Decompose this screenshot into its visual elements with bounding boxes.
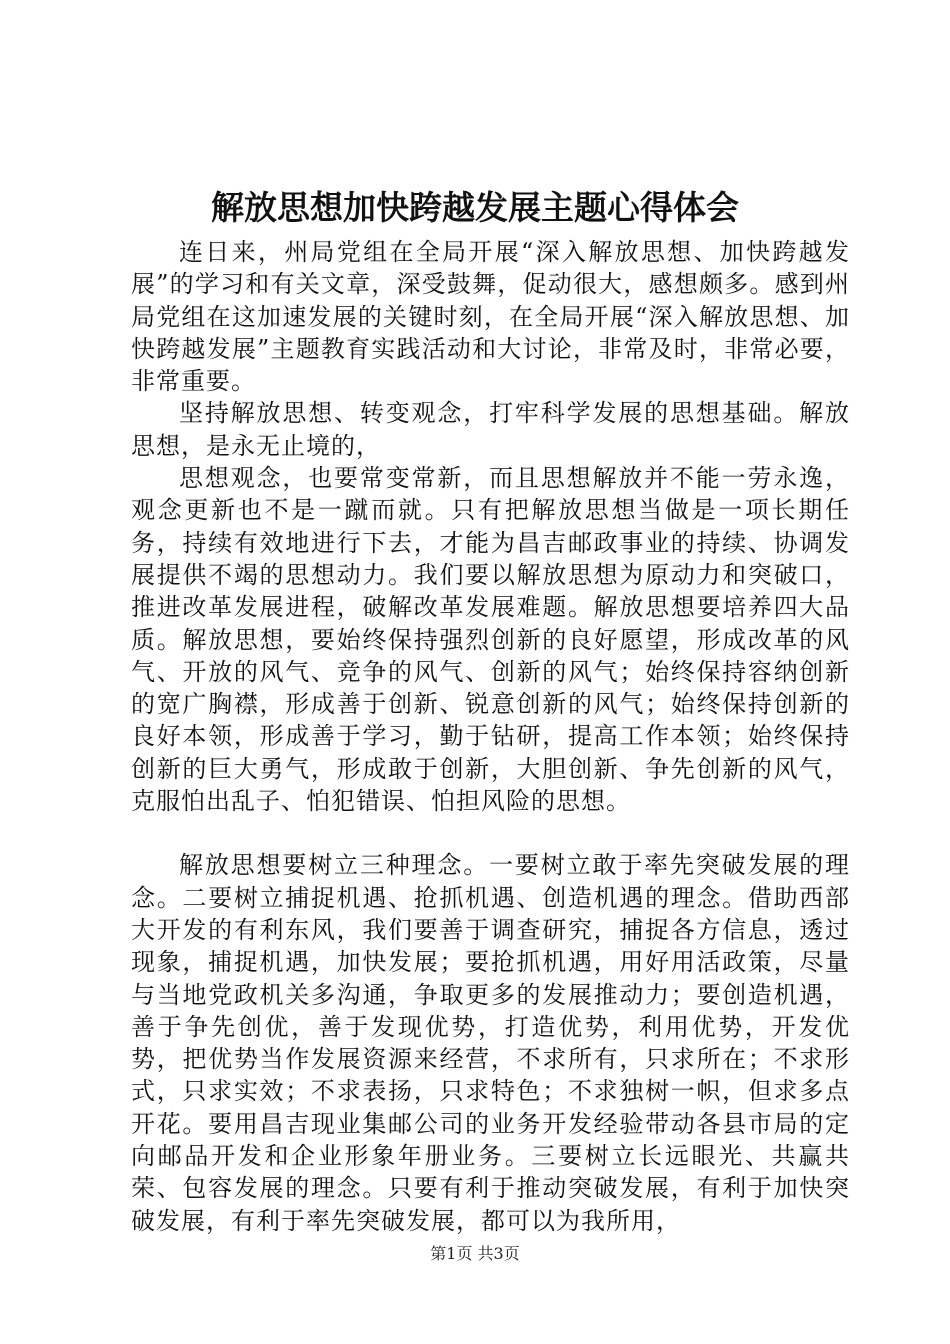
page-indicator: 第1页 共3页 [430, 1244, 520, 1263]
paragraph-2: 坚持解放思想、转变观念，打牢科学发展的思想基础。解放思想，是永无止境的， [131, 399, 850, 460]
document-title: 解放思想加快跨越发展主题心得体会 [211, 188, 739, 227]
paragraph-1: 连日来，州局党组在全局开展“深入解放思想、加快跨越发展”的学习和有关文章，深受鼓舞，促动很大，感想颇多。感到州局党组在这加速发展的关键时刻，在全局开展“深入解放思想、加快跨越发展”主题教育实践活动和大讨论，非常及时，非常必要，非常重要。 [131, 238, 850, 396]
document-body [131, 236, 850, 1237]
paragraph-4: 解放思想要树立三种理念。一要树立敢于率先突破发展的理念。二要树立捕捉机遇、抢抓机遇、创造机遇的理念。借助西部大开发的有利东风，我们要善于调查研究，捕捉各方信息，透过现象，捕捉机遇，加快发展；要抢抓机遇，用好用活政策，尽量与当地党政机关多沟通，争取更多的发展推动力；要创造机遇，善于争先创优，善于发现优势，打造优势，利用优势，开发优势，把优势当作发展资源来经营，不求所有，只求所在；不求形式，只求实效；不求表扬，只求特色；不求独树一帜，但求多点开花。要用昌吉现业集邮公司的业务开发经验带动各县市局的定向邮品开发和企业形象年册业务。三要树立长远眼光、共赢共荣、包容发展的理念。只要有利于推动突破发展，有利于加快突破发展，有利于率先突破发展，都可以为我所用， [131, 851, 850, 1235]
paragraph-3: 思想观念，也要常变常新，而且思想解放并不能一劳永逸，观念更新也不是一蹴而就。只有把解放思想当做是一项长期任务，持续有效地进行下去，才能为昌吉邮政事业的持续、协调发展提供不竭的思想动力。我们要以解放思想为原动力和突破口，推进改革发展进程，破解改革发展难题。解放思想要培养四大品质。解放思想，要始终保持强烈创新的良好愿望，形成改革的风气、开放的风气、竞争的风气、创新的风气；始终保持容纳创新的宽广胸襟，形成善于创新、锐意创新的风气；始终保持创新的良好本领，形成善于学习，勤于钻研，提高工作本领；始终保持创新的巨大勇气，形成敢于创新，大胆创新、争先创新的风气，克服怕出乱子、怕犯错误、怕担风险的思想。 [131, 464, 850, 816]
